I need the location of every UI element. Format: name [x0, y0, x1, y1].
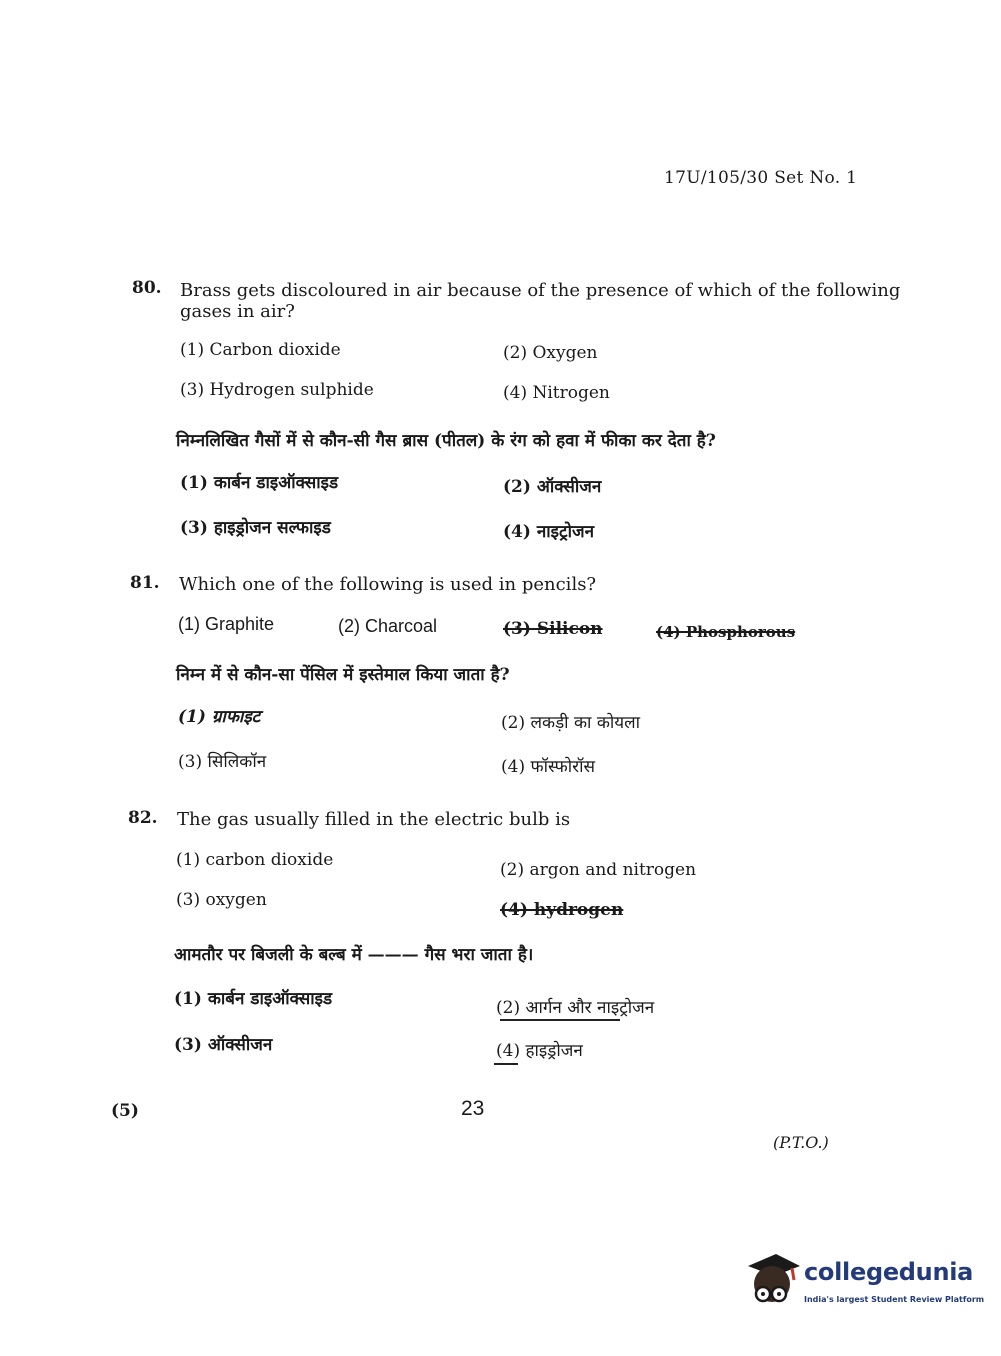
option-3: (3) Hydrogen sulphide [180, 380, 374, 400]
hindi-question: निम्नलिखित गैसों में से कौन-सी गैस ब्रास (पीतल) के रंग को हवा में फीका कर देता है? [176, 431, 716, 451]
option-4-struck: (4) Phosphorous [656, 623, 796, 641]
option-3-struck: (3) Silicon [503, 619, 603, 639]
hindi-option-2: (2) लकड़ी का कोयला [501, 713, 641, 733]
option-3: (3) oxygen [176, 890, 267, 910]
hindi-option-2: (2) आर्गन और नाइट्रोजन [496, 998, 655, 1018]
hindi-option-3: (3) हाइड्रोजन सल्फाइड [180, 518, 331, 538]
question-number: 82. [128, 808, 158, 828]
question-text: Brass gets discoloured in air because of the presence of which of the following [180, 280, 901, 301]
hindi-option-4: (4) हाइड्रोजन [496, 1041, 583, 1061]
option-1: (1) Carbon dioxide [180, 340, 341, 360]
hindi-option-2: (2) ऑक्सीजन [503, 477, 602, 497]
pto-note: (P.T.O.) [773, 1133, 829, 1152]
option-2: (2) Oxygen [503, 343, 598, 363]
collegedunia-logo [744, 1250, 985, 1310]
logo-tagline: India's largest Student Review Platform [804, 1295, 985, 1304]
hindi-question: आमतौर पर बिजली के बल्ब में ——— गैस भरा जाता है। [174, 945, 534, 965]
question-text: The gas usually filled in the electric bulb is [177, 809, 571, 830]
logo-name: collegedunia [804, 1258, 974, 1286]
option-1: (1) Graphite [178, 614, 275, 634]
option-2: (2) Charcoal [338, 616, 438, 636]
section-marker: (5) [111, 1101, 139, 1121]
hindi-option-4: (4) फॉस्फोरॉस [501, 757, 595, 777]
question-number: 80. [132, 278, 162, 298]
hindi-option-1: (1) कार्बन डाइऑक्साइड [174, 989, 333, 1009]
question-number: 81. [130, 573, 160, 593]
hindi-option-1: (1) ग्राफाइट [178, 707, 261, 727]
page-code: 17U/105/30 Set No. 1 [664, 168, 858, 188]
hindi-option-1: (1) कार्बन डाइऑक्साइड [180, 473, 339, 493]
mascot-icon [744, 1250, 802, 1310]
pen-underline [500, 1019, 620, 1021]
option-2: (2) argon and nitrogen [500, 860, 697, 880]
hindi-option-3: (3) ऑक्सीजन [174, 1035, 273, 1055]
question-text: Which one of the following is used in pencils? [179, 574, 597, 595]
page-number: 23 [461, 1097, 485, 1120]
hindi-option-3: (3) सिलिकॉन [178, 752, 267, 772]
hindi-option-4: (4) नाइट्रोजन [503, 522, 595, 542]
option-1: (1) carbon dioxide [176, 850, 334, 870]
question-text-cont: gases in air? [180, 301, 295, 322]
option-4-struck: (4) hydrogen [500, 900, 624, 920]
option-4: (4) Nitrogen [503, 383, 610, 403]
hindi-question: निम्न में से कौन-सा पेंसिल में इस्तेमाल किया जाता है? [176, 665, 510, 685]
pen-underline [494, 1063, 518, 1065]
